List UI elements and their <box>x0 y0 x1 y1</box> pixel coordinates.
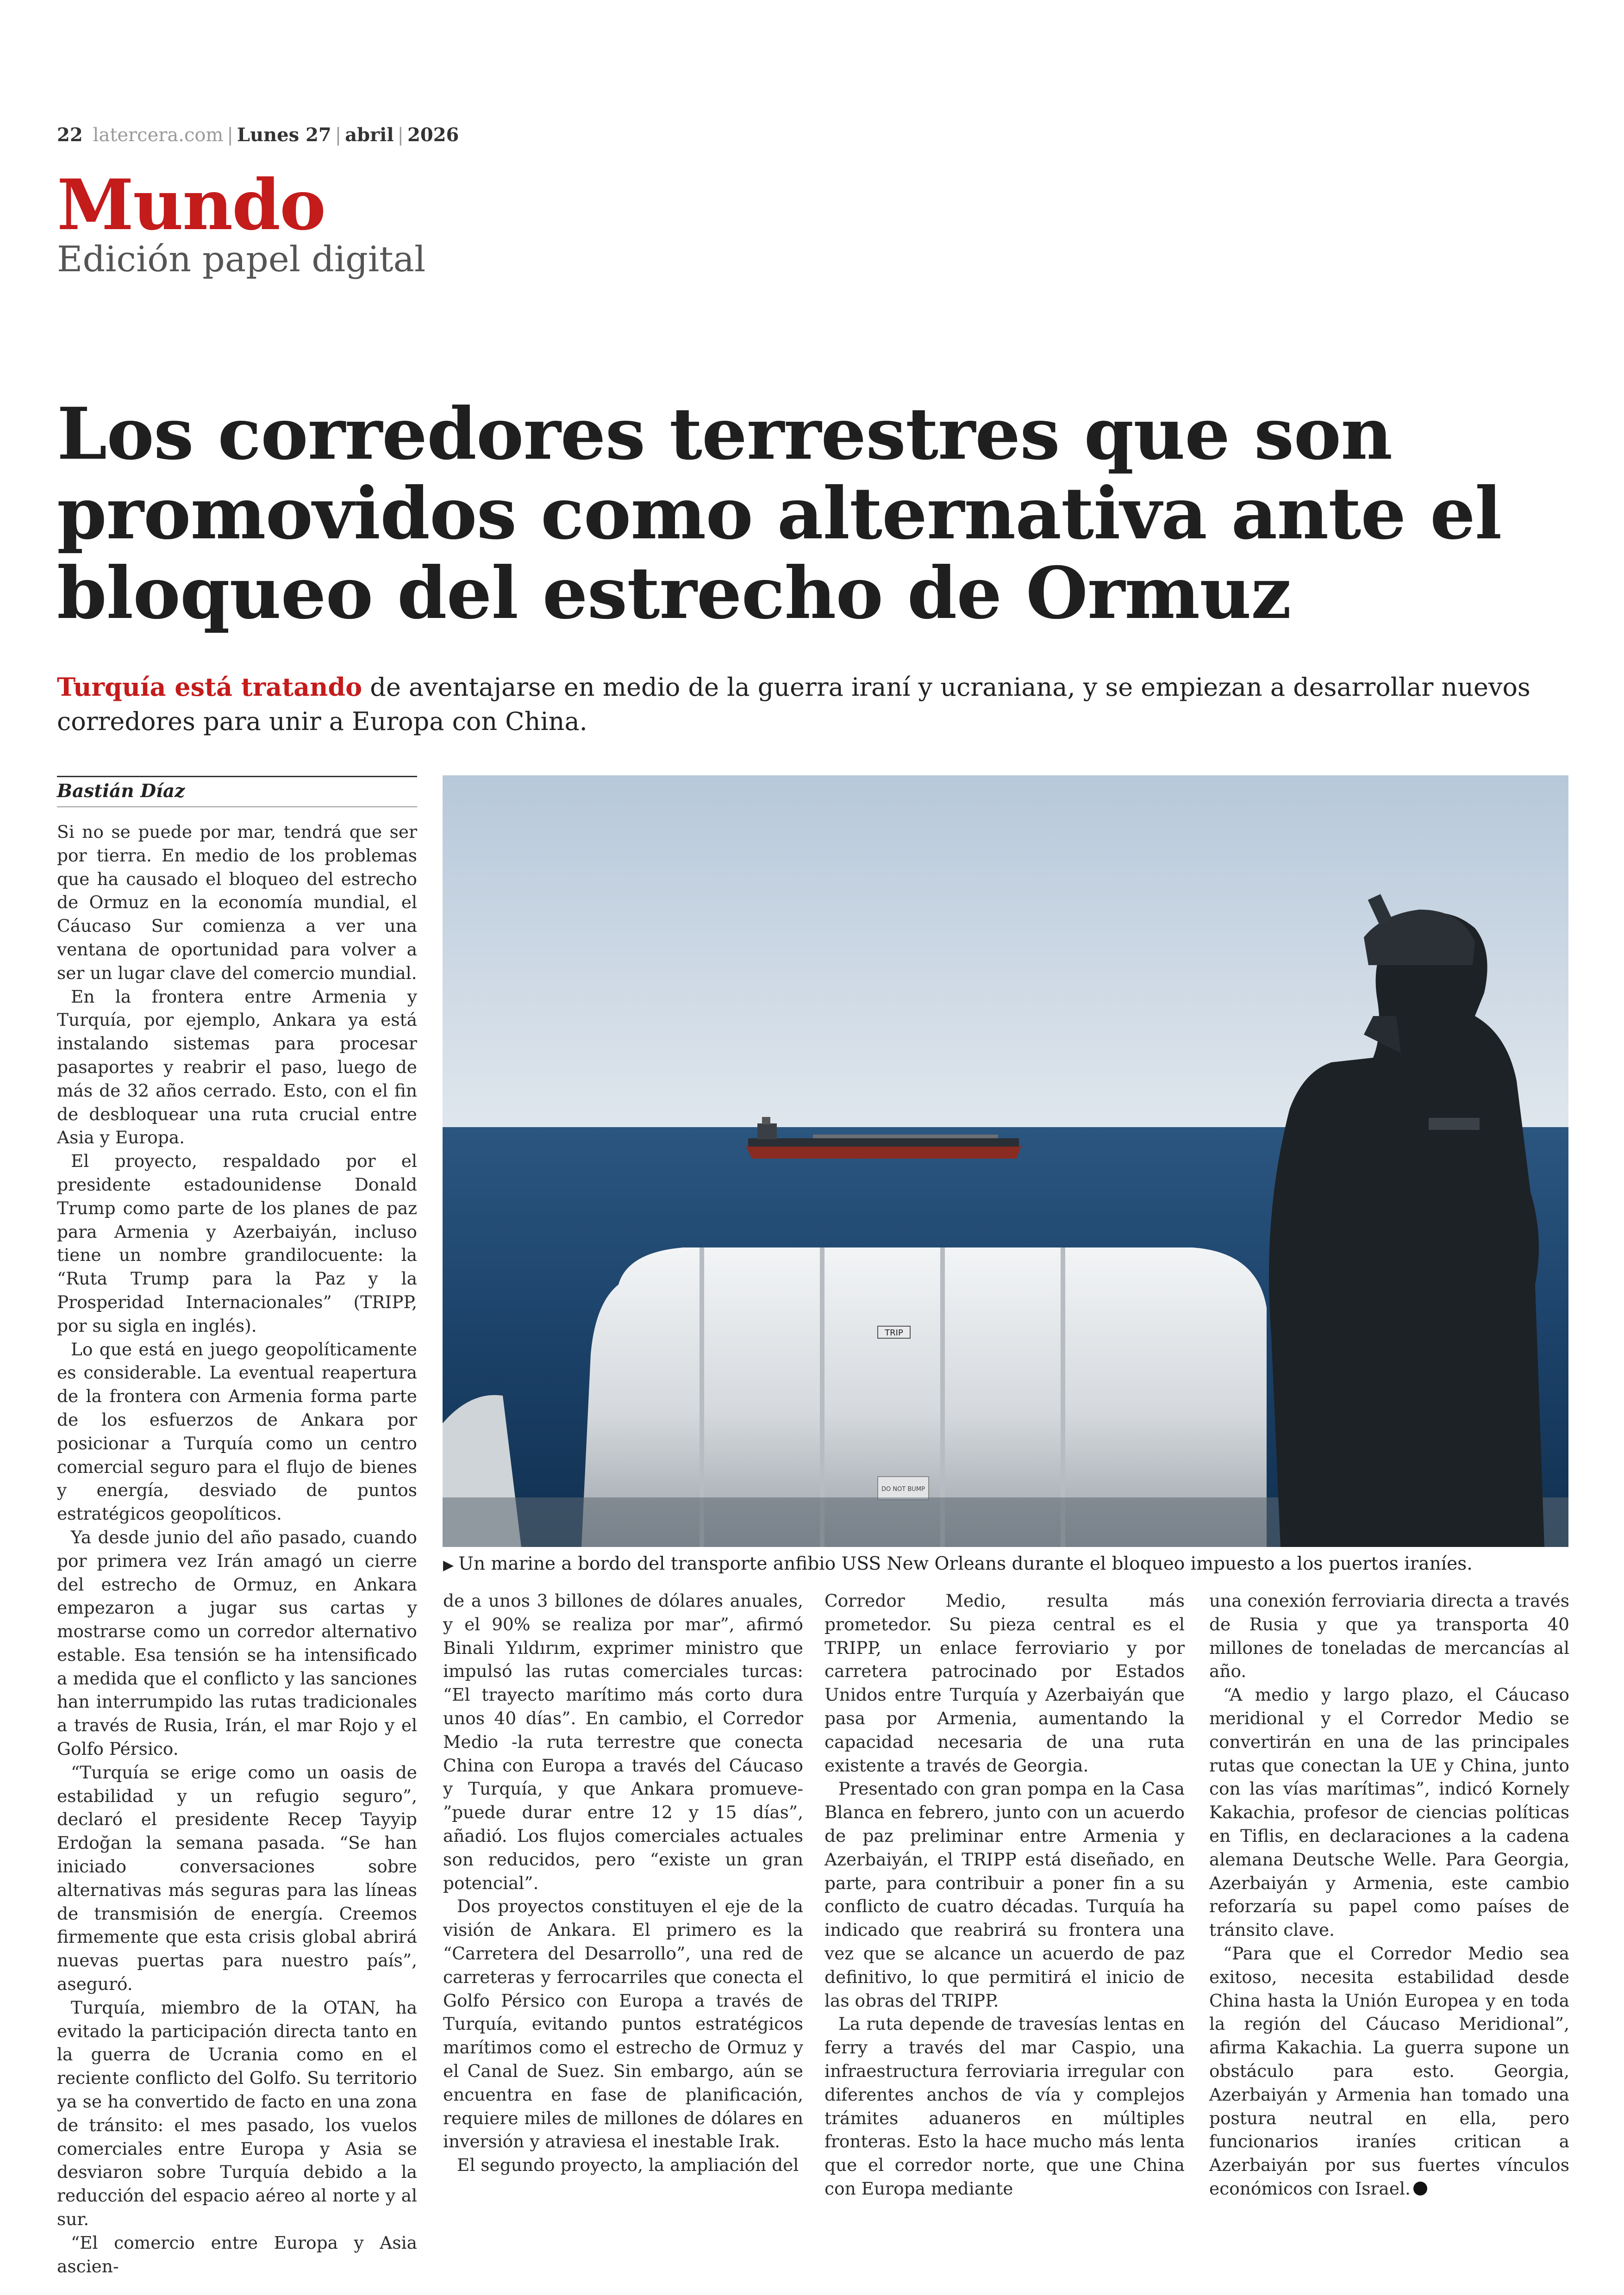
end-of-article-icon <box>1413 2182 1427 2195</box>
article-photo <box>443 775 1568 1547</box>
article-paragraph: La ruta depende de travesías lentas en ferry a través del mar Caspio, una infraestructura ferroviaria irregular con diferentes anchos de vía y complejos trámites aduaneros en múltiples fronteras. Esto la hace mucho más lenta que el corredor norte, que une China con Europa mediante <box>824 2014 1185 2199</box>
article-paragraph: El segundo proyecto, la ampliación del <box>457 2155 799 2176</box>
article-paragraph: “Turquía se erige como un oasis de estabilidad y un refugio seguro”, declaró el presidente Recep Tayyip Erdoğan la semana pasada. “Se han iniciado conversaciones sobre alternativas más seguras para las líneas de transmisión de energía. Creemos firmemente que esta crisis global abrirá nuevas puertas para nuestro país”, aseguró. <box>57 1762 417 1995</box>
date-day: Lunes 27 <box>237 124 331 146</box>
byline-divider <box>57 806 417 807</box>
equipment-sticker: DO NOT BUMP <box>881 1486 925 1493</box>
article-paragraph: Dos proyectos constituyen el eje de la visión de Ankara. El primero es la “Carretera del Desarrollo”, una red de carreteras y ferrocarriles que conecta el Golfo Pérsico con Europa a través de Turquía, evitando puntos estratégicos marítimos como el estrecho de Ormuz y el Canal de Suez. Sin embargo, aún se encuentra en fase de planificación, requiere miles de millones de dólares en inversión y atraviesa el inestable Irak. <box>443 1896 803 2152</box>
article-paragraph: de a unos 3 billones de dólares anuales, y el 90% se realiza por mar”, afirmó Binali Yıldırım, exprimer ministro que impulsó las rutas comerciales turcas: “El trayecto marítimo más corto dura unos 40 días”. En cambio, el Corredor Medio -la ruta terrestre que conecta China con Europa a través del Cáucaso y Turquía, y que Ankara promueve- ”puede durar entre 12 y 15 días”, añadió. Los flujos comerciales actuales son reducidos, pero “existe un gran potencial”. <box>443 1590 803 1893</box>
article-paragraph: El proyecto, respaldado por el presidente estadounidense Donald Trump como parte de los planes de paz para Armenia y Azerbaiyán, incluso tiene un nombre grandilocuente: la “Ruta Trump para la Paz y la Prosperidad Internacionales” (TRIPP, por su sigla en inglés). <box>57 1151 417 1336</box>
article-byline: Bastián Díaz <box>57 780 185 802</box>
page-folio: 22 latercera.com | Lunes 27 | abril | 2026 <box>57 124 459 146</box>
article-paragraph: “El comercio entre Europa y Asia ascien- <box>57 2232 417 2276</box>
date-month: abril <box>345 124 394 146</box>
photo-illustration <box>443 775 1568 1547</box>
article-deck <box>57 670 1562 739</box>
date-year: 2026 <box>407 124 459 146</box>
article-paragraph: Ya desde junio del año pasado, cuando por primera vez Irán amagó un cierre del estrecho de Ormuz, en Ankara empezaron a jugar sus cartas y mostrarse como un corredor alternativo estable. Esa tensión se ha intensificado a medida que el conflicto y las sanciones han interrumpido las rutas tradicionales a través de Rusia, Irán, el mar Rojo y el Golfo Pérsico. <box>57 1527 417 1759</box>
article-paragraph: Si no se puede por mar, tendrá que ser por tierra. En medio de los problemas que ha causado el bloqueo del estrecho de Ormuz en la economía mundial, el Cáucaso Sur comienza a ver una ventana de oportunidad para volver a ser un lugar clave del comercio mundial. <box>57 822 417 983</box>
article-paragraph: “A medio y largo plazo, el Cáucaso meridional y el Corredor Medio se convertirán en una de las principales rutas que conectan la UE y China, junto con las vías marítimas”, indicó Kornely Kakachia, profesor de ciencias políticas en Tiflis, en declaraciones a la cadena alemana Deutsche Welle. Para Georgia, Azerbaiyán y Armenia, este cambio reforzaría su papel como países de tránsito clave. <box>1209 1684 1569 1940</box>
triangle-right-icon: ▶ <box>443 1557 454 1573</box>
equipment-label: TRIP <box>885 1328 903 1338</box>
article-paragraph: Corredor Medio, resulta más prometedor. Su pieza central es el TRIPP, un enlace ferroviario y por carretera patrocinado por Estados Unidos entre Turquía y Azerbaiyán que pasa por Armenia, aumentando la capacidad necesaria de una ruta existente a través de Georgia. <box>824 1590 1185 1776</box>
article-paragraph: En la frontera entre Armenia y Turquía, por ejemplo, Ankara ya está instalando sistemas para procesar pasaportes y reabrir el paso, luego de más de 32 años cerrado. Esto, con el fin de desbloquear una ruta crucial entre Asia y Europa. <box>57 986 417 1148</box>
article-paragraph-text: “Para que el Corredor Medio sea exitoso, necesita estabilidad desde China hasta la Unión Europea y en toda la región del Cáucaso Meridional”, afirma Kakachia. La guerra supone un obstáculo para esto. Georgia, Azerbaiyán y Armenia han tomado una postura neutral en ella, pero funcionarios iraníes critican a Azerbaiyán por sus fuertes vínculos económicos con Israel. <box>1209 1943 1569 2199</box>
article-paragraph: Presentado con gran pompa en la Casa Blanca en febrero, junto con un acuerdo de paz preliminar entre Armenia y Azerbaiyán, el TRIPP está diseñado, en parte, para contribuir a poner fin a su conflicto de cuatro décadas. Turquía ha indicado que reabrirá su frontera una vez que se alcance un acuerdo de paz definitivo, lo que permitirá el inicio de las obras del TRIPP. <box>824 1778 1185 2011</box>
deck-lead: Turquía está tratando <box>57 672 362 702</box>
byline-rule <box>57 776 417 777</box>
article-column-4 <box>1209 1589 1569 2201</box>
photo-caption-text: Un marine a bordo del transporte anfibio USS New Orleans durante el bloqueo impuesto a los puertos iraníes. <box>458 1553 1473 1574</box>
article-column-3 <box>824 1589 1185 2201</box>
section-title: Mundo <box>57 164 325 246</box>
site-name[interactable]: latercera.com <box>93 125 224 146</box>
deck-text: de aventajarse en medio de la guerra iraní y ucraniana, y se empiezan a desarrollar nuevos corredores para unir a Europa con China. <box>57 673 1530 736</box>
article-column-1 <box>57 820 417 2278</box>
article-paragraph: Lo que está en juego geopolíticamente es considerable. La eventual reapertura de la frontera con Armenia forma parte de los esfuerzos de Ankara por posicionar a Turquía como un centro comercial seguro para el flujo de bienes y energía, desviado de puntos estratégicos geopolíticos. <box>57 1339 417 1524</box>
article-paragraph: Turquía, miembro de la OTAN, ha evitado la participación directa tanto en la guerra de Ucrania como en el reciente conflicto del Golfo. Su territorio ya se ha convertido de facto en una zona de tránsito: el mes pasado, los vuelos comerciales entre Europa y Asia se desviaron sobre Turquía debido a la reducción del espacio aéreo al norte y al sur. <box>57 1997 417 2230</box>
article-paragraph <box>1209 1942 1569 2201</box>
article-paragraph: una conexión ferroviaria directa a través de Rusia y que ya transporta 40 millones de toneladas de mercancías al año. <box>1209 1590 1569 1682</box>
photo-caption <box>443 1553 1573 1574</box>
edition-label: Edición papel digital <box>57 238 426 280</box>
article-headline: Los corredores terrestres que son promovidos como alternativa ante el bloqueo del estrecho de Ormuz <box>57 392 1502 635</box>
article-column-2 <box>443 1589 803 2177</box>
page-number: 22 <box>57 124 83 146</box>
